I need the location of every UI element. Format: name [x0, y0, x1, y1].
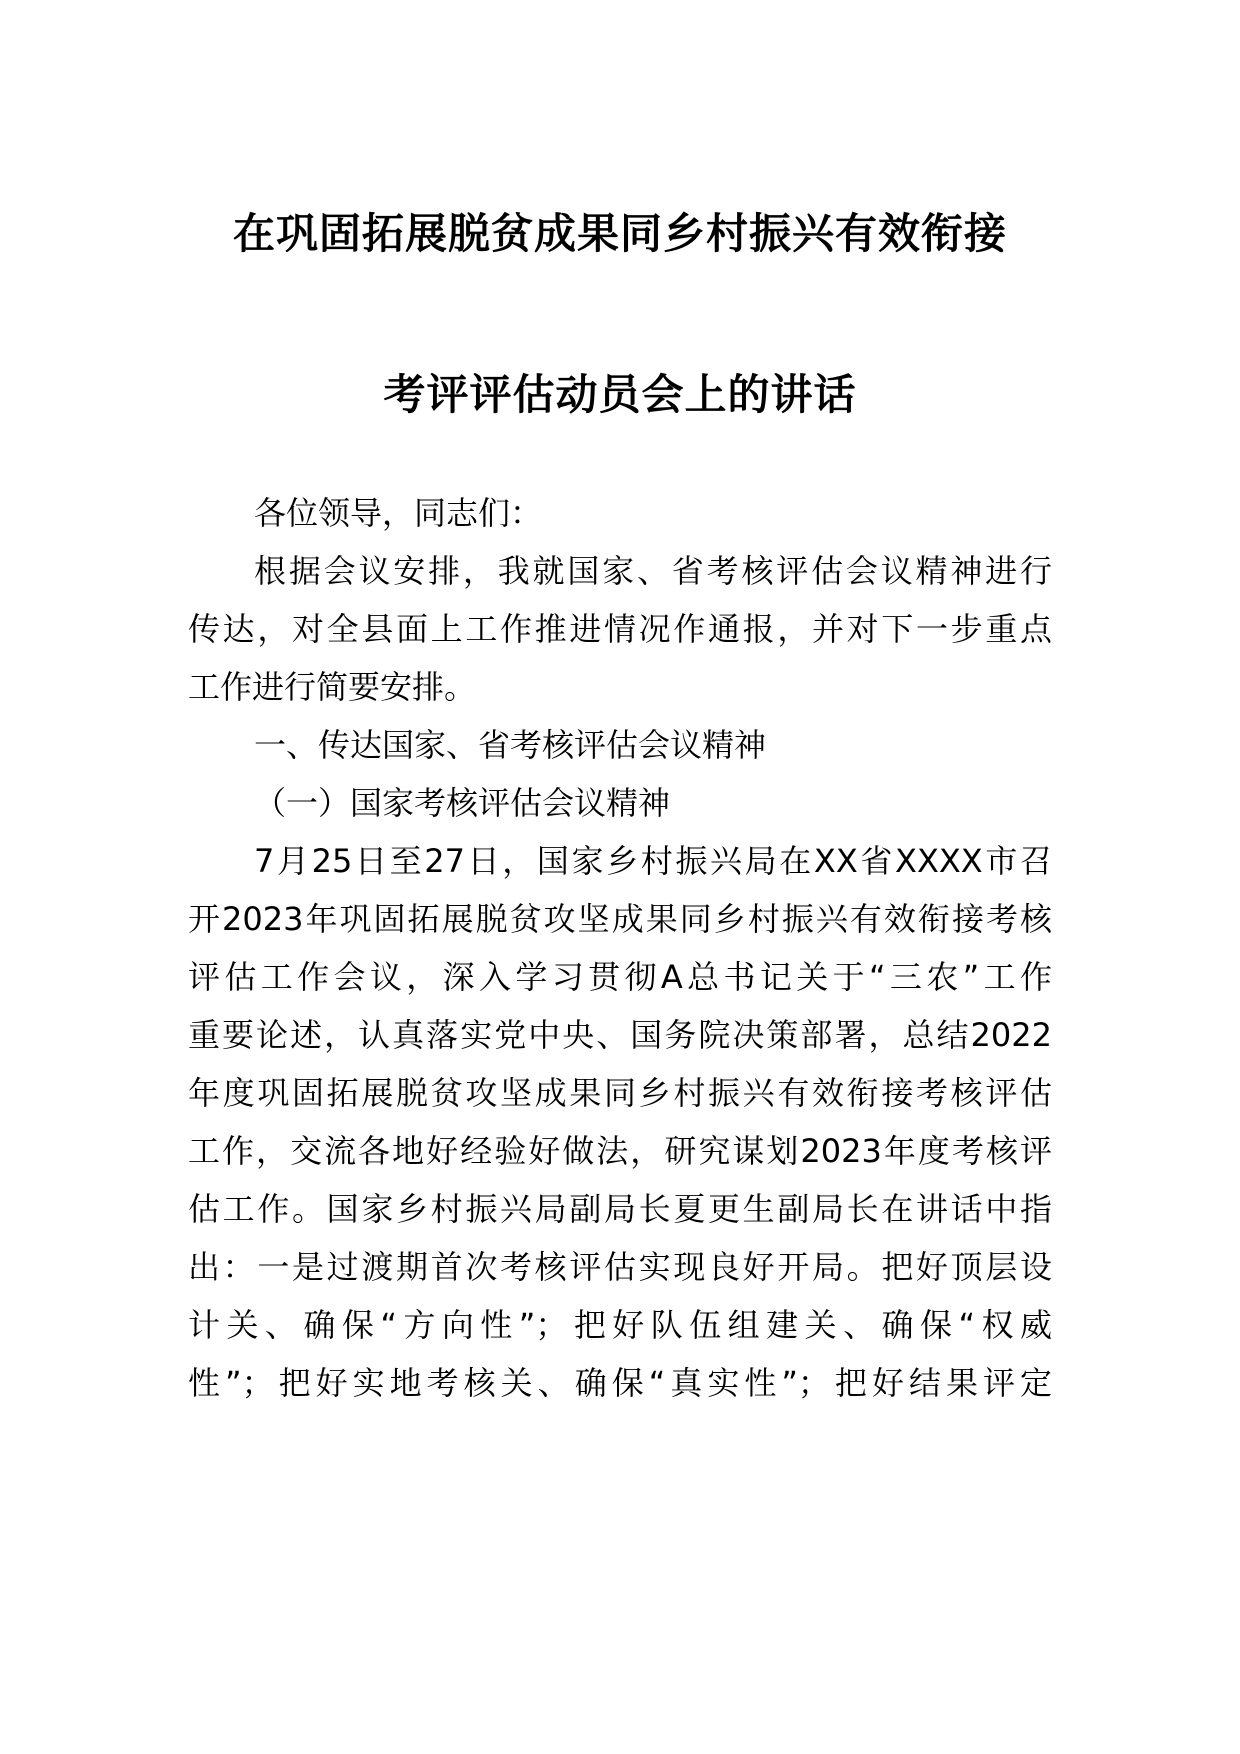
body-line: 7月25日至27日，国家乡村振兴局在XX省XXXX市召	[254, 842, 1052, 880]
body-line: 年度巩固拓展脱贫攻坚成果同乡村振兴有效衔接考核评估	[188, 1074, 1052, 1112]
body-line: 出：一是过渡期首次考核评估实现良好开局。把好顶层设	[188, 1248, 1052, 1286]
salutation: 各位领导，同志们：	[254, 494, 543, 532]
document-title-line-1: 在巩固拓展脱贫成果同乡村振兴有效衔接	[232, 209, 1007, 258]
body-line: 估工作。国家乡村振兴局副局长夏更生副局长在讲话中指	[188, 1190, 1052, 1228]
body-line: 评估工作会议，深入学习贯彻A总书记关于“三农”工作	[188, 958, 1052, 996]
body-line: 传达，对全县面上工作推进情况作通报，并对下一步重点	[188, 610, 1052, 648]
subsection-heading: （一）国家考核评估会议精神	[254, 784, 671, 822]
document-title-line-2: 考评评估动员会上的讲话	[383, 370, 857, 419]
body-line: 工作，交流各地好经验好做法，研究谋划2023年度考核评	[188, 1132, 1052, 1170]
body-line: 计关、确保“方向性”；把好队伍组建关、确保“权威	[188, 1306, 1052, 1344]
body-line: 性”；把好实地考核关、确保“真实性”；把好结果评定	[188, 1364, 1052, 1402]
section-heading: 一、传达国家、省考核评估会议精神	[254, 726, 767, 764]
body-line: 根据会议安排，我就国家、省考核评估会议精神进行	[254, 552, 1052, 590]
body-line: 工作进行简要安排。	[188, 668, 477, 706]
body-line: 重要论述，认真落实党中央、国务院决策部署，总结2022	[188, 1016, 1052, 1054]
body-line: 开2023年巩固拓展脱贫攻坚成果同乡村振兴有效衔接考核	[188, 900, 1052, 938]
